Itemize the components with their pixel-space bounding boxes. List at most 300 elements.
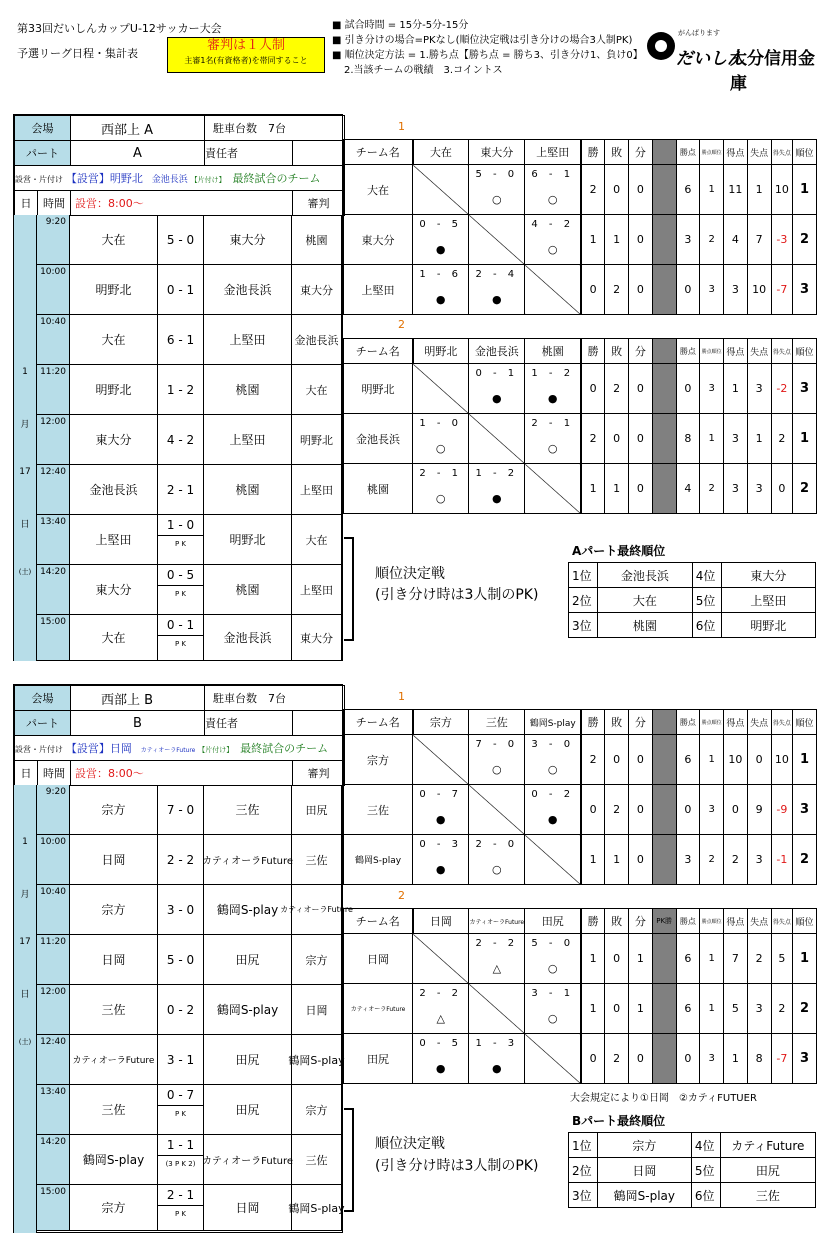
score-text: 2 - 1 (158, 1185, 203, 1206)
result-score: 1 - 6 (419, 269, 463, 280)
pk-cell (652, 785, 676, 835)
stat-gd: 5 (771, 934, 793, 984)
stat-pts: 8 (676, 414, 700, 464)
final-team: 上堅田 (721, 588, 815, 613)
final-ranking-row (569, 588, 816, 613)
head-to-head-result (525, 735, 581, 785)
final-ranking-title: Aパート最終順位 (572, 544, 666, 558)
final-ranking-title: Bパート最終順位 (572, 1114, 666, 1128)
group-number: 2 (398, 318, 405, 331)
date-month-num: 1 (22, 837, 28, 847)
stat-d: 0 (629, 165, 653, 215)
result-mark: ○ (492, 863, 502, 876)
result-mark: ○ (547, 442, 558, 455)
home-team: 日岡 (70, 935, 158, 984)
pk-cell (652, 735, 676, 785)
match-time: 9:20 (37, 785, 70, 834)
stat-gf: 3 (724, 414, 748, 464)
group-team-row (344, 165, 817, 215)
match-referee: 大在 (292, 365, 342, 414)
stat-d: 0 (629, 835, 653, 885)
stat-pts: 0 (676, 785, 700, 835)
responsible-label: 責任者 (205, 711, 293, 736)
final-team: 明野北 (721, 613, 815, 638)
stat-d: 0 (629, 215, 653, 265)
partB-schedule (13, 684, 353, 1233)
stat-w: 2 (581, 735, 605, 785)
result-mark: ● (492, 1062, 502, 1075)
match-time: 12:00 (37, 985, 70, 1034)
result-score: 2 - 1 (531, 418, 575, 429)
away-team: カティオーラFuture (204, 1135, 292, 1184)
match-row (37, 1185, 345, 1231)
date-column (14, 215, 37, 661)
pk-label: P K (174, 640, 187, 648)
stat-ga: 3 (747, 984, 771, 1034)
group-col-header: 分 (629, 909, 653, 934)
stat-w: 1 (581, 464, 605, 514)
group-col-header: 分 (629, 710, 653, 735)
stat-w: 2 (581, 165, 605, 215)
stat-po: 3 (700, 785, 724, 835)
group-col-header: 桃園 (525, 339, 581, 364)
stat-l: 2 (605, 1034, 629, 1084)
self-match-diagonal (413, 364, 469, 414)
stat-ga: 1 (747, 414, 771, 464)
group-col-header: 分 (629, 339, 653, 364)
match-row (37, 1135, 342, 1185)
group-col-header: 勝点 (676, 339, 700, 364)
home-team: 宗方 (70, 785, 158, 834)
match-time: 11:20 (37, 935, 70, 984)
head-to-head-result (413, 265, 469, 315)
head-to-head-result (469, 165, 525, 215)
playoff-title: 順位決定戦 (375, 566, 445, 582)
pk-label: P K (174, 1210, 187, 1218)
result-score: 6 - 1 (531, 169, 575, 180)
result-mark: ○ (547, 763, 558, 776)
head-to-head-result (469, 835, 525, 885)
stat-rank: 3 (793, 1034, 817, 1084)
group-col-header: チーム名 (344, 339, 413, 364)
time-label: 時間 (38, 761, 71, 786)
away-team: 上堅田 (204, 315, 292, 364)
group-team-row (344, 835, 817, 885)
match-score: 2 - 2 (158, 835, 204, 884)
group-col-header: 敗 (605, 140, 629, 165)
away-team: カティオーラFuture (204, 835, 292, 884)
match-row (37, 515, 342, 565)
result-score: 0 - 5 (419, 219, 463, 230)
away-team: 金池長浜 (204, 265, 292, 314)
stat-d: 0 (629, 364, 653, 414)
result-score: 0 - 5 (419, 1038, 463, 1049)
match-referee: 東大分 (292, 265, 342, 314)
group-col-header (652, 339, 676, 364)
match-referee: 鶴岡S-play (292, 1035, 342, 1084)
home-team: 鶴岡S-play (70, 1135, 158, 1184)
cleanup-team: カティオーラFuture (140, 747, 196, 754)
stat-d: 0 (629, 735, 653, 785)
away-team: 桃園 (204, 365, 292, 414)
away-team: 金池長浜 (204, 615, 292, 660)
result-score: 0 - 2 (531, 789, 575, 800)
stat-gd: -9 (771, 785, 793, 835)
final-team: 鶴岡S-play (597, 1183, 691, 1208)
final-team: 田尻 (720, 1158, 815, 1183)
group-col-header: 失点 (747, 909, 771, 934)
cleanup-label: 【片付け】 (190, 176, 226, 184)
group-col-header: 宗方 (413, 710, 469, 735)
match-time: 13:40 (37, 1085, 70, 1134)
stat-ga: 2 (747, 934, 771, 984)
group-col-header: チーム名 (344, 710, 413, 735)
home-team: 大在 (70, 215, 158, 264)
pk-cell (652, 265, 676, 315)
result-mark: ● (435, 813, 446, 826)
home-team: 上堅田 (70, 515, 158, 564)
match-time: 12:40 (37, 1035, 70, 1084)
venue-label: 会場 (15, 116, 71, 141)
stat-d: 0 (629, 414, 653, 464)
responsible-value (293, 141, 345, 166)
stat-l: 0 (605, 984, 629, 1034)
stat-gd: -3 (771, 215, 793, 265)
date-weekday: (土) (18, 568, 32, 576)
stat-gf: 4 (724, 215, 748, 265)
pk-cell (652, 364, 676, 414)
head-to-head-result (469, 934, 525, 984)
stat-rank: 1 (793, 165, 817, 215)
head-to-head-result (469, 1034, 525, 1084)
match-time: 12:00 (37, 415, 70, 464)
match-row (37, 1085, 342, 1135)
group-team-name: 田尻 (344, 1034, 413, 1084)
final-ranking-row (569, 613, 816, 638)
group-team-row (344, 1034, 817, 1084)
stat-rank: 2 (793, 464, 817, 514)
stat-gd: 0 (771, 464, 793, 514)
stat-l: 1 (605, 215, 629, 265)
pk-cell (652, 984, 676, 1034)
pk-cell (652, 934, 676, 984)
date-month: 月 (20, 420, 30, 430)
stat-pts: 0 (676, 364, 700, 414)
home-team: 大在 (70, 315, 158, 364)
result-score: 5 - 0 (475, 169, 519, 180)
parking-label: 駐車台数 (213, 692, 257, 705)
match-score (158, 515, 204, 564)
away-team: 東大分 (204, 215, 292, 264)
away-team: 鶴岡S-play (204, 885, 292, 934)
result-mark: △ (492, 962, 502, 975)
match-score: 0 - 1 (158, 265, 204, 314)
responsible-label: 責任者 (205, 141, 293, 166)
result-mark: ○ (435, 492, 446, 505)
match-score (158, 565, 204, 614)
result-mark: ○ (547, 243, 558, 256)
stat-po: 3 (700, 364, 724, 414)
group-team-name: 鶴岡S-play (344, 835, 413, 885)
pk-label: (3 P K 2) (165, 1160, 196, 1168)
stat-w: 2 (581, 414, 605, 464)
match-time: 14:20 (37, 1135, 70, 1184)
group-col-header: 金池長浜 (469, 339, 525, 364)
stat-pts: 6 (676, 165, 700, 215)
away-team: 明野北 (204, 515, 292, 564)
match-time: 13:40 (37, 515, 70, 564)
pk-cell (652, 835, 676, 885)
stat-d: 0 (629, 785, 653, 835)
match-referee: 鶴岡S-play (292, 1185, 342, 1230)
stat-ga: 7 (747, 215, 771, 265)
stat-gf: 1 (724, 1034, 748, 1084)
match-score (158, 1185, 204, 1230)
match-referee: 大在 (292, 515, 342, 564)
final-rank: 4位 (692, 563, 721, 588)
match-score: 3 - 0 (158, 885, 204, 934)
self-match-diagonal (525, 835, 581, 885)
date-column (14, 785, 37, 1233)
match-time: 15:00 (37, 1185, 70, 1230)
responsible-value (293, 711, 345, 736)
self-match-diagonal (469, 215, 525, 265)
group-team-name: 金池長浜 (344, 414, 413, 464)
venue-label: 会場 (15, 686, 71, 711)
stat-d: 0 (629, 1034, 653, 1084)
group-team-name: 三佐 (344, 785, 413, 835)
result-mark: ○ (547, 962, 558, 975)
match-referee: 田尻 (292, 785, 342, 834)
group-team-name: 桃園 (344, 464, 413, 514)
match-time: 12:40 (37, 465, 70, 514)
stat-w: 0 (581, 1034, 605, 1084)
part-label: パート (15, 711, 71, 736)
result-mark: ● (492, 392, 502, 405)
result-score: 4 - 2 (531, 219, 575, 230)
cleanup-label: 【片付け】 (198, 746, 234, 754)
group-col-header: 順位 (793, 339, 817, 364)
time-label: 時間 (38, 191, 71, 216)
head-to-head-result (525, 934, 581, 984)
parking-cell (205, 686, 345, 711)
result-score: 2 - 2 (419, 988, 463, 999)
match-row (37, 885, 353, 935)
home-team: 金池長浜 (70, 465, 158, 514)
result-score: 1 - 2 (531, 368, 575, 379)
stat-ga: 9 (747, 785, 771, 835)
stat-rank: 3 (793, 265, 817, 315)
score-text: 0 - 1 (158, 615, 203, 636)
stat-ga: 0 (747, 735, 771, 785)
score-text: 1 - 1 (158, 1135, 203, 1156)
match-referee: 宗方 (292, 935, 342, 984)
group-team-row (344, 984, 817, 1034)
final-rank: 3位 (569, 1183, 598, 1208)
pk-label: P K (174, 540, 187, 548)
group-team-name: 大在 (344, 165, 413, 215)
final-team: 大在 (597, 588, 692, 613)
match-row (37, 835, 342, 885)
setup-team: 【設営】日岡 (65, 742, 132, 755)
last-match-note: 最終試合のチーム (232, 172, 321, 185)
score-text: 1 - 0 (158, 515, 203, 536)
group-header-row (344, 909, 817, 934)
group-team-row (344, 265, 817, 315)
rule-line: ■ 順位決定方法 = 1.勝ち点【勝ち点 = 勝ち3、引き分け1、負け0】 (332, 50, 643, 61)
stat-gd: -2 (771, 364, 793, 414)
stat-gd: 2 (771, 984, 793, 1034)
venue-name: 西部上 A (71, 116, 205, 141)
date-day: 日 (20, 520, 30, 530)
group-col-header: 勝点順位 (700, 710, 724, 735)
final-ranking-row (569, 1133, 816, 1158)
final-rank: 5位 (692, 588, 721, 613)
match-score: 0 - 2 (158, 985, 204, 1034)
partA-group2-table (343, 338, 817, 514)
date-weekday: (土) (18, 1038, 32, 1046)
pk-cell (652, 165, 676, 215)
group-header-row (344, 339, 817, 364)
match-score: 1 - 2 (158, 365, 204, 414)
referee-label: 審判 (293, 191, 345, 216)
logo-tagline: がんばります (678, 29, 720, 37)
stat-gf: 0 (724, 785, 748, 835)
start-time: 設営：8:00〜 (71, 191, 293, 216)
group-col-header: 失点 (747, 710, 771, 735)
group-col-header: 分 (629, 140, 653, 165)
stat-d: 1 (629, 934, 653, 984)
stat-l: 1 (605, 464, 629, 514)
result-score: 2 - 0 (475, 839, 519, 850)
playoff-bracket (344, 1108, 354, 1212)
final-rank: 2位 (569, 588, 598, 613)
group-col-header: 勝 (581, 140, 605, 165)
match-row (37, 1035, 345, 1085)
home-team: 宗方 (70, 885, 158, 934)
group-col-header: 敗 (605, 710, 629, 735)
stat-l: 2 (605, 785, 629, 835)
final-ranking-row (569, 563, 816, 588)
stat-w: 0 (581, 265, 605, 315)
group-col-header: 得点 (724, 909, 748, 934)
pk-cell (652, 1034, 676, 1084)
match-score: 5 - 0 (158, 935, 204, 984)
group-col-header: 田尻 (525, 909, 581, 934)
group-col-header: 勝点順位 (700, 140, 724, 165)
setup-team: 【設営】明野北 (65, 172, 143, 185)
group-col-header: 得失点 (771, 339, 793, 364)
match-row (37, 465, 342, 515)
pk-label: P K (174, 590, 187, 598)
match-referee: 明野北 (292, 415, 342, 464)
group-team-row (344, 464, 817, 514)
setup-label: 設営・片付け (15, 745, 63, 754)
referee-notice-sub: 主審1名(有資格者)を帯同すること (184, 56, 308, 65)
result-mark: ○ (435, 442, 446, 455)
result-score: 5 - 0 (531, 938, 575, 949)
self-match-diagonal (469, 414, 525, 464)
logo-brand: だいしん (676, 49, 744, 69)
self-match-diagonal (525, 1034, 581, 1084)
playoff-bracket (344, 537, 354, 641)
stat-w: 0 (581, 364, 605, 414)
group-col-header: 鶴岡S-play (525, 710, 581, 735)
group-col-header: 失点 (747, 140, 771, 165)
self-match-diagonal (413, 165, 469, 215)
group-col-header: 勝点 (676, 710, 700, 735)
stat-gf: 1 (724, 364, 748, 414)
result-mark: ● (435, 1062, 446, 1075)
parking-count: 7台 (268, 122, 286, 135)
partB-group2-table (343, 908, 817, 1084)
group-team-name: 東大分 (344, 215, 413, 265)
rule-line: 2.当該チームの戦績 3.コイントス (344, 65, 503, 76)
match-row (37, 935, 342, 985)
group-col-header: 得失点 (771, 909, 793, 934)
stat-w: 1 (581, 835, 605, 885)
final-team: 桃園 (597, 613, 692, 638)
day-label: 日 (15, 191, 38, 216)
stat-gd: 2 (771, 414, 793, 464)
home-team: 三佐 (70, 1085, 158, 1134)
match-row (37, 265, 342, 315)
match-referee: 三佐 (292, 835, 342, 884)
group-number: 1 (398, 690, 405, 703)
result-score: 1 - 2 (475, 468, 519, 479)
match-referee: 桃園 (292, 215, 342, 264)
stat-gf: 3 (724, 464, 748, 514)
stat-po: 2 (700, 464, 724, 514)
setup-label: 設営・片付け (15, 175, 63, 184)
match-time: 9:20 (37, 215, 70, 264)
group-col-header: 敗 (605, 909, 629, 934)
group-col-header: 得点 (724, 140, 748, 165)
stat-pts: 6 (676, 934, 700, 984)
home-team: カティオーラFuture (70, 1035, 158, 1084)
stat-pts: 6 (676, 984, 700, 1034)
match-score (158, 1085, 204, 1134)
regulation-note: 大会規定により①日岡 ②カティFUTUER (570, 1093, 757, 1104)
stat-po: 2 (700, 835, 724, 885)
final-rank: 1位 (569, 1133, 598, 1158)
stat-rank: 2 (793, 215, 817, 265)
match-row (37, 565, 342, 615)
setup-row (15, 166, 345, 191)
match-time: 15:00 (37, 615, 70, 660)
group-col-header: 東大分 (469, 140, 525, 165)
parking-count: 7台 (268, 692, 286, 705)
stat-w: 0 (581, 785, 605, 835)
group-col-header: 敗 (605, 339, 629, 364)
stat-rank: 1 (793, 414, 817, 464)
match-referee: 三佐 (292, 1135, 342, 1184)
rule-line: ■ 試合時間 = 15分-5分-15分 (332, 20, 469, 31)
group-col-header: カティオーラFuture (469, 909, 525, 934)
head-to-head-result (469, 735, 525, 785)
final-team: 日岡 (597, 1158, 691, 1183)
partA-group1-table (343, 139, 817, 315)
cleanup-team: 金池長浜 (151, 175, 188, 185)
stat-ga: 10 (747, 265, 771, 315)
result-mark: ● (547, 392, 558, 405)
head-to-head-result (525, 984, 581, 1034)
match-referee: カティオーラFuture (292, 885, 342, 934)
final-rank: 5位 (691, 1158, 720, 1183)
stat-l: 0 (605, 735, 629, 785)
match-score: 7 - 0 (158, 785, 204, 834)
stat-d: 0 (629, 464, 653, 514)
